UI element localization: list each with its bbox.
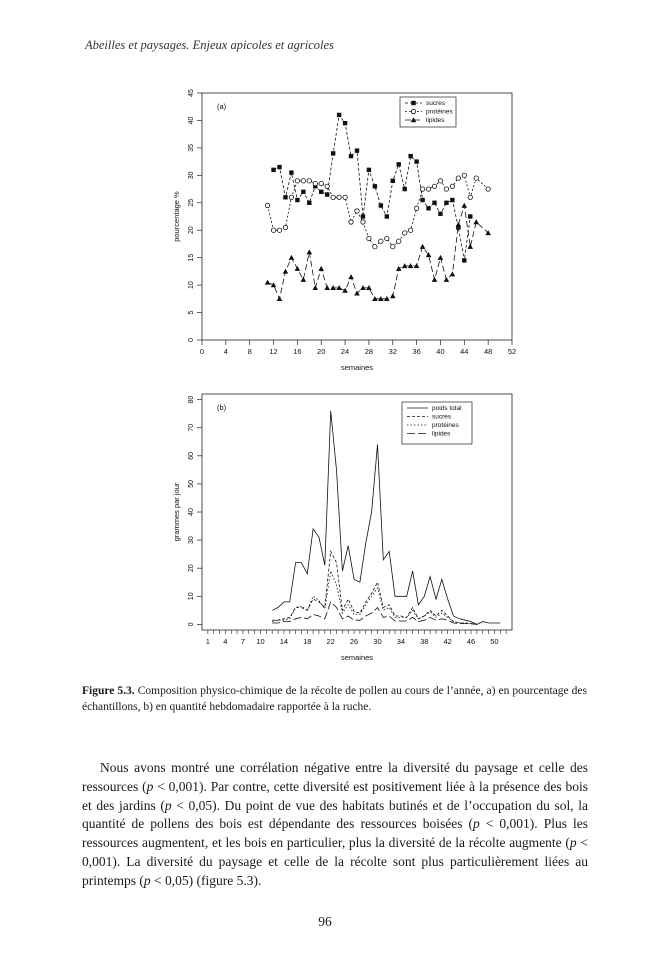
data-point	[319, 181, 323, 185]
y-tick-label: 20	[188, 564, 195, 573]
x-tick-label: 14	[279, 637, 289, 646]
x-tick-label: 0	[199, 347, 205, 356]
y-tick-label: 0	[188, 338, 195, 342]
x-tick-label: 1	[205, 637, 210, 646]
y-tick-label: 10	[188, 281, 195, 290]
data-point	[444, 277, 450, 282]
series-line-2	[272, 551, 477, 624]
data-point	[379, 239, 383, 243]
data-point	[420, 187, 424, 191]
body-paragraph	[82, 759, 588, 891]
running-head: Abeilles et paysages. Enjeux apicoles et agricoles	[85, 38, 334, 52]
data-point	[474, 176, 478, 180]
data-point	[414, 206, 418, 210]
data-point	[402, 231, 406, 235]
data-point	[301, 190, 305, 194]
data-point	[486, 187, 490, 191]
data-point	[438, 212, 442, 216]
data-point	[277, 228, 281, 232]
x-axis-title: semaines	[340, 363, 374, 372]
data-point	[283, 269, 289, 274]
p-symbol: p	[569, 835, 577, 851]
data-point	[420, 198, 424, 202]
data-point	[420, 244, 426, 249]
data-point	[432, 277, 438, 282]
data-point	[348, 274, 354, 279]
paragraph-text: < 0,001). Plus les ressources augmentent, et les bois en particulier, plus la diversité de la récolte augmente (	[82, 816, 589, 851]
data-point	[408, 228, 412, 232]
x-tick-label: 40	[436, 347, 445, 356]
paragraph-text: < 0,05) (figure 5.3).	[150, 872, 262, 888]
x-tick-label: 16	[293, 347, 302, 356]
y-tick-label: 25	[188, 198, 195, 207]
data-point	[468, 214, 472, 218]
data-point	[390, 293, 396, 298]
data-point	[373, 184, 377, 188]
data-point	[444, 201, 448, 205]
data-point	[295, 266, 301, 271]
data-point	[271, 168, 275, 172]
data-point	[426, 206, 430, 210]
paragraph-text: < 0,05). Du point de vue des habitats butinés et de l’occupation du sol, la quantité de pollens des bois est dépendante des ressources boisées (	[82, 797, 588, 832]
x-tick-label: 42	[443, 637, 452, 646]
figure-caption-label: Figure 5.3.	[82, 685, 135, 697]
series-line-3	[272, 571, 477, 624]
figure-chart-a	[150, 85, 520, 385]
data-point	[331, 151, 335, 155]
y-axis-title: grammes par jour	[172, 482, 181, 542]
chart-a-svg	[150, 85, 520, 385]
data-point	[301, 277, 307, 282]
data-point	[307, 249, 313, 254]
data-point	[319, 190, 323, 194]
data-point	[355, 148, 359, 152]
y-tick-label: 20	[188, 226, 195, 235]
data-point	[271, 282, 277, 287]
x-tick-label: 50	[490, 637, 499, 646]
y-tick-label: 60	[188, 451, 195, 460]
data-point	[295, 198, 299, 202]
data-point	[450, 271, 456, 276]
data-point	[313, 181, 317, 185]
data-point	[438, 179, 442, 183]
y-tick-label: 70	[188, 423, 195, 432]
data-point	[438, 255, 444, 260]
data-point	[277, 165, 281, 169]
legend-marker	[411, 101, 415, 105]
chart-b-svg	[150, 390, 520, 680]
figure-caption	[82, 683, 587, 715]
p-symbol: p	[146, 778, 154, 794]
x-tick-label: 32	[388, 347, 397, 356]
data-point	[337, 195, 341, 199]
data-point	[307, 179, 311, 183]
data-point	[331, 195, 335, 199]
data-point	[325, 184, 329, 188]
x-tick-label: 44	[460, 347, 469, 356]
data-point	[355, 209, 359, 213]
data-point	[468, 195, 472, 199]
x-tick-label: 22	[326, 637, 335, 646]
x-tick-label: 46	[466, 637, 476, 646]
data-point	[462, 258, 466, 262]
data-point	[473, 219, 479, 224]
x-tick-label: 38	[420, 637, 429, 646]
y-tick-label: 0	[188, 622, 195, 627]
panel-label: (b)	[217, 403, 227, 412]
data-point	[307, 201, 311, 205]
y-tick-label: 35	[188, 143, 195, 152]
data-point	[444, 187, 448, 191]
data-point	[283, 195, 287, 199]
x-tick-label: 20	[317, 347, 326, 356]
x-tick-label: 4	[223, 637, 228, 646]
legend-label: lipides	[426, 117, 445, 124]
x-axis-title: semaines	[340, 653, 374, 662]
x-tick-label: 30	[373, 637, 382, 646]
data-point	[289, 170, 293, 174]
y-tick-label: 5	[188, 310, 195, 315]
data-point	[265, 280, 271, 285]
paragraph-text: < 0,001). La diversité du paysage et celle de la récolte sont plus particulièrement liées au printemps (	[82, 835, 588, 888]
data-point	[456, 176, 460, 180]
data-point	[289, 195, 293, 199]
p-symbol: p	[473, 816, 480, 832]
x-tick-label: 4	[223, 347, 228, 356]
x-tick-label: 52	[507, 347, 517, 356]
legend-label: lipides	[432, 430, 451, 438]
data-point	[318, 266, 324, 271]
x-tick-label: 34	[396, 637, 406, 646]
legend-marker	[411, 109, 415, 113]
data-point	[397, 239, 401, 243]
data-point	[467, 244, 473, 249]
data-point	[265, 203, 269, 207]
figure-caption-text: Composition physico-chimique de la récolte de pollen au cours de l’année, a) en pourcentage des échantillons, b) en quantité hebdomadaire rapportée à la ruche.	[82, 685, 587, 713]
data-point	[343, 121, 347, 125]
data-point	[289, 255, 295, 260]
data-point	[271, 228, 275, 232]
x-tick-label: 28	[364, 347, 374, 356]
series-line-1	[274, 115, 471, 260]
panel-label: (a)	[217, 102, 227, 111]
x-tick-label: 48	[483, 347, 493, 356]
legend-label: protéines	[432, 422, 459, 429]
data-point	[396, 266, 402, 271]
data-point	[391, 179, 395, 183]
data-point	[432, 201, 436, 205]
figure-chart-b	[150, 390, 520, 680]
data-point	[397, 162, 401, 166]
data-point	[349, 154, 353, 158]
y-tick-label: 40	[188, 116, 195, 125]
x-tick-label: 8	[247, 347, 252, 356]
data-point	[324, 285, 330, 290]
data-point	[450, 198, 454, 202]
data-point	[367, 168, 371, 172]
data-point	[426, 187, 430, 191]
x-tick-label: 7	[240, 637, 246, 646]
y-tick-label: 40	[188, 508, 195, 516]
y-tick-label: 80	[188, 395, 195, 404]
data-point	[432, 184, 436, 188]
data-point	[450, 184, 454, 188]
data-point	[325, 192, 329, 196]
data-point	[312, 285, 318, 290]
y-axis-title: pourcentage %	[172, 191, 181, 242]
series-line-3	[268, 206, 489, 299]
data-point	[462, 173, 466, 177]
x-tick-label: 12	[269, 347, 278, 356]
data-point	[361, 214, 365, 218]
y-tick-label: 15	[188, 253, 195, 262]
data-point	[343, 195, 347, 199]
p-symbol: p	[143, 872, 151, 888]
data-point	[408, 154, 412, 158]
data-point	[402, 187, 406, 191]
data-point	[379, 203, 383, 207]
x-tick-label: 26	[349, 637, 359, 646]
x-tick-label: 18	[303, 637, 312, 646]
data-point	[337, 113, 341, 117]
paragraph-text: < 0,001). Par contre, cette diversité est positivement liée à la présence des bois et des jardins (	[82, 778, 588, 813]
data-point	[295, 179, 299, 183]
paragraph-text: Nous avons montré une corrélation négative entre la diversité du paysage et celle des ressources (	[82, 760, 588, 794]
data-point	[342, 288, 348, 293]
page-number: 96	[318, 914, 332, 929]
data-point	[373, 244, 377, 248]
data-point	[462, 203, 468, 208]
y-tick-label: 50	[188, 480, 195, 488]
data-point	[385, 214, 389, 218]
data-point	[349, 220, 353, 224]
legend-label: protéines	[426, 108, 453, 116]
y-tick-label: 10	[188, 592, 195, 601]
data-point	[367, 236, 371, 240]
y-tick-label: 30	[188, 171, 195, 180]
data-point	[456, 222, 462, 227]
y-tick-label: 45	[188, 89, 195, 97]
legend-label: sucres	[426, 100, 446, 107]
x-tick-label: 36	[412, 347, 421, 356]
data-point	[414, 159, 418, 163]
y-tick-label: 30	[188, 536, 195, 544]
x-tick-label: 10	[256, 637, 265, 646]
data-point	[391, 244, 395, 248]
x-tick-label: 24	[340, 347, 350, 356]
legend-label: sucres	[432, 413, 452, 421]
legend-label: poids total	[432, 405, 462, 412]
data-point	[301, 179, 305, 183]
data-point	[361, 220, 365, 224]
p-symbol: p	[164, 797, 172, 813]
data-point	[385, 236, 389, 240]
data-point	[277, 296, 283, 301]
series-line-4	[272, 602, 477, 625]
data-point	[283, 225, 287, 229]
